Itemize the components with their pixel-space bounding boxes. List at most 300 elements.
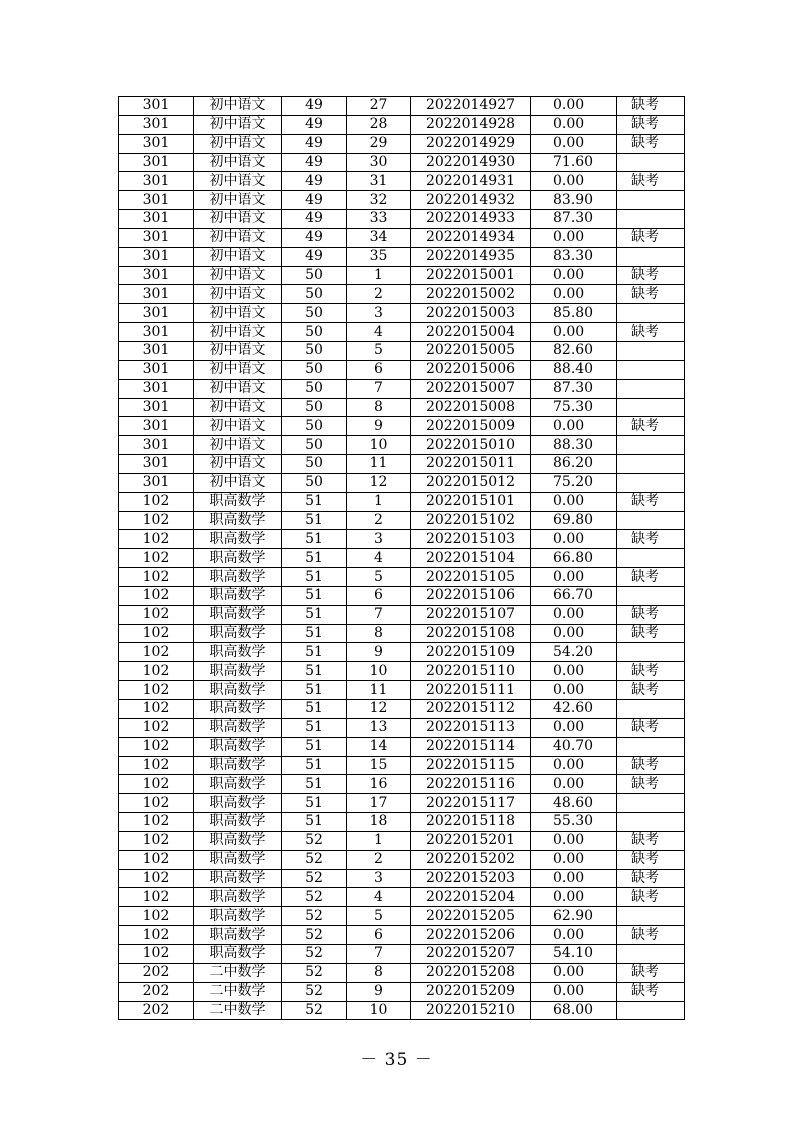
subject-name-cell: 初中语文 <box>194 304 282 323</box>
subject-code-cell: 301 <box>119 436 194 455</box>
seat-number-cell: 4 <box>347 549 411 568</box>
seat-number-cell: 2 <box>347 285 411 304</box>
seat-number-cell: 3 <box>347 304 411 323</box>
subject-code-cell: 301 <box>119 153 194 172</box>
score-cell: 66.70 <box>531 586 617 605</box>
exam-room-cell: 50 <box>282 285 347 304</box>
score-cell: 0.00 <box>531 228 617 247</box>
exam-id-cell: 2022015114 <box>411 737 531 756</box>
seat-number-cell: 2 <box>347 850 411 869</box>
score-cell: 0.00 <box>531 417 617 436</box>
exam-id-cell: 2022014928 <box>411 115 531 134</box>
table-row <box>119 568 685 587</box>
subject-name-cell: 职高数学 <box>194 643 282 662</box>
seat-number-cell: 10 <box>347 436 411 455</box>
subject-name-cell: 职高数学 <box>194 869 282 888</box>
table-row <box>119 586 685 605</box>
remark-cell: 缺考 <box>617 172 685 191</box>
subject-name-cell: 职高数学 <box>194 511 282 530</box>
subject-code-cell: 301 <box>119 379 194 398</box>
exam-room-cell: 49 <box>282 115 347 134</box>
exam-id-cell: 2022015115 <box>411 756 531 775</box>
subject-code-cell: 102 <box>119 926 194 945</box>
table-row <box>119 700 685 719</box>
subject-name-cell: 初中语文 <box>194 455 282 474</box>
exam-id-cell: 2022015004 <box>411 323 531 342</box>
table-row <box>119 473 685 492</box>
exam-id-cell: 2022015112 <box>411 700 531 719</box>
exam-room-cell: 50 <box>282 473 347 492</box>
exam-id-cell: 2022015003 <box>411 304 531 323</box>
subject-code-cell: 102 <box>119 794 194 813</box>
subject-name-cell: 职高数学 <box>194 737 282 756</box>
score-cell: 54.20 <box>531 643 617 662</box>
subject-code-cell: 102 <box>119 944 194 963</box>
exam-id-cell: 2022014929 <box>411 134 531 153</box>
table-row <box>119 530 685 549</box>
page-number: － 35 － <box>360 1050 433 1070</box>
table-row <box>119 97 685 116</box>
table-row <box>119 850 685 869</box>
table-row <box>119 153 685 172</box>
score-cell: 68.00 <box>531 1001 617 1020</box>
score-cell: 85.80 <box>531 304 617 323</box>
exam-room-cell: 50 <box>282 341 347 360</box>
score-cell: 69.80 <box>531 511 617 530</box>
remark-cell <box>617 360 685 379</box>
remark-cell: 缺考 <box>617 134 685 153</box>
remark-cell: 缺考 <box>617 624 685 643</box>
exam-id-cell: 2022015106 <box>411 586 531 605</box>
exam-id-cell: 2022015002 <box>411 285 531 304</box>
score-cell: 0.00 <box>531 850 617 869</box>
subject-code-cell: 102 <box>119 813 194 832</box>
table-row <box>119 134 685 153</box>
exam-room-cell: 50 <box>282 379 347 398</box>
score-cell: 0.00 <box>531 831 617 850</box>
seat-number-cell: 16 <box>347 775 411 794</box>
exam-room-cell: 52 <box>282 907 347 926</box>
table-row <box>119 831 685 850</box>
remark-cell: 缺考 <box>617 605 685 624</box>
exam-id-cell: 2022015109 <box>411 643 531 662</box>
score-cell: 40.70 <box>531 737 617 756</box>
seat-number-cell: 1 <box>347 492 411 511</box>
seat-number-cell: 27 <box>347 97 411 116</box>
exam-id-cell: 2022015012 <box>411 473 531 492</box>
seat-number-cell: 8 <box>347 624 411 643</box>
remark-cell <box>617 511 685 530</box>
table-row <box>119 210 685 229</box>
seat-number-cell: 32 <box>347 191 411 210</box>
exam-room-cell: 51 <box>282 492 347 511</box>
exam-id-cell: 2022015107 <box>411 605 531 624</box>
score-cell: 0.00 <box>531 134 617 153</box>
subject-name-cell: 职高数学 <box>194 794 282 813</box>
score-cell: 0.00 <box>531 605 617 624</box>
exam-id-cell: 2022015111 <box>411 681 531 700</box>
remark-cell <box>617 304 685 323</box>
score-cell: 87.30 <box>531 379 617 398</box>
remark-cell <box>617 700 685 719</box>
seat-number-cell: 6 <box>347 360 411 379</box>
exam-room-cell: 49 <box>282 247 347 266</box>
remark-cell <box>617 436 685 455</box>
seat-number-cell: 11 <box>347 681 411 700</box>
table-row <box>119 756 685 775</box>
table-row <box>119 455 685 474</box>
remark-cell: 缺考 <box>617 888 685 907</box>
score-cell: 0.00 <box>531 172 617 191</box>
score-cell: 55.30 <box>531 813 617 832</box>
subject-name-cell: 职高数学 <box>194 700 282 719</box>
exam-id-cell: 2022015008 <box>411 398 531 417</box>
exam-id-cell: 2022015103 <box>411 530 531 549</box>
score-cell: 83.90 <box>531 191 617 210</box>
subject-code-cell: 102 <box>119 624 194 643</box>
table-row <box>119 737 685 756</box>
seat-number-cell: 11 <box>347 455 411 474</box>
score-cell: 88.40 <box>531 360 617 379</box>
table-row <box>119 398 685 417</box>
score-cell: 0.00 <box>531 568 617 587</box>
seat-number-cell: 5 <box>347 907 411 926</box>
exam-id-cell: 2022015203 <box>411 869 531 888</box>
table-row <box>119 605 685 624</box>
seat-number-cell: 14 <box>347 737 411 756</box>
exam-room-cell: 50 <box>282 455 347 474</box>
exam-room-cell: 51 <box>282 737 347 756</box>
subject-code-cell: 301 <box>119 210 194 229</box>
score-cell: 0.00 <box>531 492 617 511</box>
table-row <box>119 681 685 700</box>
subject-code-cell: 102 <box>119 530 194 549</box>
score-cell: 0.00 <box>531 323 617 342</box>
score-cell: 0.00 <box>531 285 617 304</box>
score-table-body <box>119 97 685 1020</box>
subject-name-cell: 职高数学 <box>194 775 282 794</box>
exam-id-cell: 2022015116 <box>411 775 531 794</box>
exam-id-cell: 2022015202 <box>411 850 531 869</box>
table-row <box>119 869 685 888</box>
table-row <box>119 963 685 982</box>
subject-name-cell: 初中语文 <box>194 285 282 304</box>
remark-cell: 缺考 <box>617 530 685 549</box>
table-row <box>119 191 685 210</box>
exam-room-cell: 51 <box>282 813 347 832</box>
seat-number-cell: 15 <box>347 756 411 775</box>
subject-name-cell: 初中语文 <box>194 398 282 417</box>
seat-number-cell: 8 <box>347 398 411 417</box>
subject-name-cell: 初中语文 <box>194 97 282 116</box>
exam-room-cell: 52 <box>282 926 347 945</box>
subject-code-cell: 301 <box>119 134 194 153</box>
remark-cell <box>617 341 685 360</box>
exam-id-cell: 2022015117 <box>411 794 531 813</box>
exam-id-cell: 2022015001 <box>411 266 531 285</box>
table-row <box>119 907 685 926</box>
seat-number-cell: 6 <box>347 926 411 945</box>
exam-room-cell: 51 <box>282 643 347 662</box>
table-row <box>119 982 685 1001</box>
exam-room-cell: 52 <box>282 888 347 907</box>
table-row <box>119 285 685 304</box>
exam-id-cell: 2022014931 <box>411 172 531 191</box>
seat-number-cell: 28 <box>347 115 411 134</box>
subject-name-cell: 职高数学 <box>194 586 282 605</box>
exam-room-cell: 51 <box>282 775 347 794</box>
subject-name-cell: 职高数学 <box>194 624 282 643</box>
score-cell: 0.00 <box>531 756 617 775</box>
table-row <box>119 228 685 247</box>
seat-number-cell: 10 <box>347 662 411 681</box>
seat-number-cell: 8 <box>347 963 411 982</box>
remark-cell <box>617 398 685 417</box>
subject-code-cell: 102 <box>119 850 194 869</box>
subject-code-cell: 301 <box>119 191 194 210</box>
exam-id-cell: 2022015204 <box>411 888 531 907</box>
subject-code-cell: 102 <box>119 549 194 568</box>
exam-room-cell: 49 <box>282 228 347 247</box>
subject-code-cell: 202 <box>119 982 194 1001</box>
exam-id-cell: 2022015110 <box>411 662 531 681</box>
subject-name-cell: 初中语文 <box>194 473 282 492</box>
score-cell: 0.00 <box>531 115 617 134</box>
table-row <box>119 926 685 945</box>
table-row <box>119 379 685 398</box>
remark-cell: 缺考 <box>617 775 685 794</box>
exam-id-cell: 2022015104 <box>411 549 531 568</box>
subject-name-cell: 职高数学 <box>194 756 282 775</box>
remark-cell <box>617 643 685 662</box>
table-row <box>119 323 685 342</box>
table-row <box>119 794 685 813</box>
seat-number-cell: 29 <box>347 134 411 153</box>
seat-number-cell: 10 <box>347 1001 411 1020</box>
subject-name-cell: 职高数学 <box>194 718 282 737</box>
exam-room-cell: 52 <box>282 850 347 869</box>
exam-room-cell: 51 <box>282 662 347 681</box>
score-cell: 0.00 <box>531 530 617 549</box>
remark-cell <box>617 944 685 963</box>
subject-code-cell: 202 <box>119 1001 194 1020</box>
subject-name-cell: 职高数学 <box>194 568 282 587</box>
exam-id-cell: 2022015102 <box>411 511 531 530</box>
table-row <box>119 304 685 323</box>
exam-room-cell: 50 <box>282 323 347 342</box>
subject-name-cell: 职高数学 <box>194 813 282 832</box>
subject-code-cell: 301 <box>119 455 194 474</box>
subject-code-cell: 102 <box>119 775 194 794</box>
remark-cell <box>617 813 685 832</box>
subject-name-cell: 职高数学 <box>194 549 282 568</box>
subject-code-cell: 202 <box>119 963 194 982</box>
score-cell: 75.30 <box>531 398 617 417</box>
seat-number-cell: 30 <box>347 153 411 172</box>
remark-cell: 缺考 <box>617 228 685 247</box>
exam-room-cell: 52 <box>282 831 347 850</box>
table-row <box>119 436 685 455</box>
subject-name-cell: 职高数学 <box>194 888 282 907</box>
exam-room-cell: 51 <box>282 549 347 568</box>
subject-name-cell: 初中语文 <box>194 115 282 134</box>
exam-room-cell: 50 <box>282 266 347 285</box>
exam-id-cell: 2022014933 <box>411 210 531 229</box>
exam-room-cell: 51 <box>282 681 347 700</box>
exam-room-cell: 51 <box>282 530 347 549</box>
exam-room-cell: 49 <box>282 134 347 153</box>
remark-cell <box>617 737 685 756</box>
score-cell: 42.60 <box>531 700 617 719</box>
score-cell: 71.60 <box>531 153 617 172</box>
seat-number-cell: 12 <box>347 473 411 492</box>
exam-id-cell: 2022015007 <box>411 379 531 398</box>
seat-number-cell: 4 <box>347 888 411 907</box>
remark-cell <box>617 153 685 172</box>
subject-name-cell: 职高数学 <box>194 831 282 850</box>
score-cell: 83.30 <box>531 247 617 266</box>
subject-code-cell: 301 <box>119 417 194 436</box>
remark-cell <box>617 473 685 492</box>
subject-name-cell: 初中语文 <box>194 153 282 172</box>
seat-number-cell: 5 <box>347 341 411 360</box>
seat-number-cell: 1 <box>347 831 411 850</box>
remark-cell: 缺考 <box>617 850 685 869</box>
remark-cell: 缺考 <box>617 417 685 436</box>
subject-name-cell: 职高数学 <box>194 926 282 945</box>
exam-id-cell: 2022015207 <box>411 944 531 963</box>
exam-id-cell: 2022015010 <box>411 436 531 455</box>
subject-code-cell: 301 <box>119 266 194 285</box>
table-row <box>119 172 685 191</box>
table-row <box>119 1001 685 1020</box>
table-row <box>119 492 685 511</box>
remark-cell: 缺考 <box>617 982 685 1001</box>
seat-number-cell: 18 <box>347 813 411 832</box>
exam-room-cell: 51 <box>282 568 347 587</box>
exam-room-cell: 49 <box>282 172 347 191</box>
remark-cell: 缺考 <box>617 323 685 342</box>
table-row <box>119 813 685 832</box>
score-cell: 0.00 <box>531 982 617 1001</box>
subject-name-cell: 初中语文 <box>194 134 282 153</box>
exam-room-cell: 51 <box>282 756 347 775</box>
score-cell: 0.00 <box>531 775 617 794</box>
subject-code-cell: 102 <box>119 586 194 605</box>
table-row <box>119 888 685 907</box>
exam-room-cell: 51 <box>282 718 347 737</box>
subject-name-cell: 职高数学 <box>194 944 282 963</box>
table-row <box>119 549 685 568</box>
subject-code-cell: 102 <box>119 737 194 756</box>
exam-room-cell: 51 <box>282 794 347 813</box>
subject-code-cell: 102 <box>119 492 194 511</box>
remark-cell: 缺考 <box>617 831 685 850</box>
score-cell: 0.00 <box>531 963 617 982</box>
subject-code-cell: 102 <box>119 662 194 681</box>
score-cell: 88.30 <box>531 436 617 455</box>
subject-name-cell: 初中语文 <box>194 191 282 210</box>
table-row <box>119 115 685 134</box>
remark-cell: 缺考 <box>617 718 685 737</box>
subject-code-cell: 301 <box>119 247 194 266</box>
subject-name-cell: 初中语文 <box>194 379 282 398</box>
remark-cell: 缺考 <box>617 492 685 511</box>
subject-name-cell: 职高数学 <box>194 662 282 681</box>
subject-name-cell: 二中数学 <box>194 982 282 1001</box>
table-row <box>119 775 685 794</box>
seat-number-cell: 7 <box>347 379 411 398</box>
score-cell: 87.30 <box>531 210 617 229</box>
subject-code-cell: 102 <box>119 681 194 700</box>
score-cell: 0.00 <box>531 926 617 945</box>
exam-room-cell: 50 <box>282 436 347 455</box>
remark-cell: 缺考 <box>617 756 685 775</box>
exam-room-cell: 51 <box>282 586 347 605</box>
exam-room-cell: 52 <box>282 869 347 888</box>
table-row <box>119 718 685 737</box>
remark-cell <box>617 549 685 568</box>
exam-id-cell: 2022015210 <box>411 1001 531 1020</box>
score-cell: 0.00 <box>531 266 617 285</box>
table-row <box>119 360 685 379</box>
exam-id-cell: 2022015209 <box>411 982 531 1001</box>
subject-code-cell: 301 <box>119 323 194 342</box>
table-row <box>119 247 685 266</box>
seat-number-cell: 4 <box>347 323 411 342</box>
seat-number-cell: 12 <box>347 700 411 719</box>
table-row <box>119 266 685 285</box>
exam-id-cell: 2022015005 <box>411 341 531 360</box>
exam-room-cell: 50 <box>282 304 347 323</box>
subject-name-cell: 职高数学 <box>194 907 282 926</box>
subject-code-cell: 102 <box>119 888 194 907</box>
subject-code-cell: 301 <box>119 360 194 379</box>
remark-cell: 缺考 <box>617 963 685 982</box>
exam-room-cell: 50 <box>282 417 347 436</box>
exam-id-cell: 2022015006 <box>411 360 531 379</box>
exam-id-cell: 2022015105 <box>411 568 531 587</box>
remark-cell <box>617 586 685 605</box>
subject-code-cell: 102 <box>119 831 194 850</box>
score-cell: 82.60 <box>531 341 617 360</box>
subject-code-cell: 102 <box>119 907 194 926</box>
remark-cell <box>617 1001 685 1020</box>
exam-room-cell: 52 <box>282 963 347 982</box>
exam-room-cell: 51 <box>282 511 347 530</box>
subject-name-cell: 职高数学 <box>194 681 282 700</box>
subject-code-cell: 102 <box>119 700 194 719</box>
subject-code-cell: 102 <box>119 511 194 530</box>
seat-number-cell: 7 <box>347 605 411 624</box>
exam-id-cell: 2022015108 <box>411 624 531 643</box>
seat-number-cell: 2 <box>347 511 411 530</box>
table-row <box>119 944 685 963</box>
exam-room-cell: 52 <box>282 944 347 963</box>
score-cell: 62.90 <box>531 907 617 926</box>
score-cell: 0.00 <box>531 97 617 116</box>
score-cell: 0.00 <box>531 888 617 907</box>
seat-number-cell: 13 <box>347 718 411 737</box>
remark-cell: 缺考 <box>617 115 685 134</box>
subject-name-cell: 初中语文 <box>194 360 282 379</box>
subject-code-cell: 102 <box>119 643 194 662</box>
score-cell: 0.00 <box>531 624 617 643</box>
remark-cell: 缺考 <box>617 869 685 888</box>
remark-cell: 缺考 <box>617 266 685 285</box>
subject-code-cell: 301 <box>119 473 194 492</box>
subject-code-cell: 301 <box>119 341 194 360</box>
